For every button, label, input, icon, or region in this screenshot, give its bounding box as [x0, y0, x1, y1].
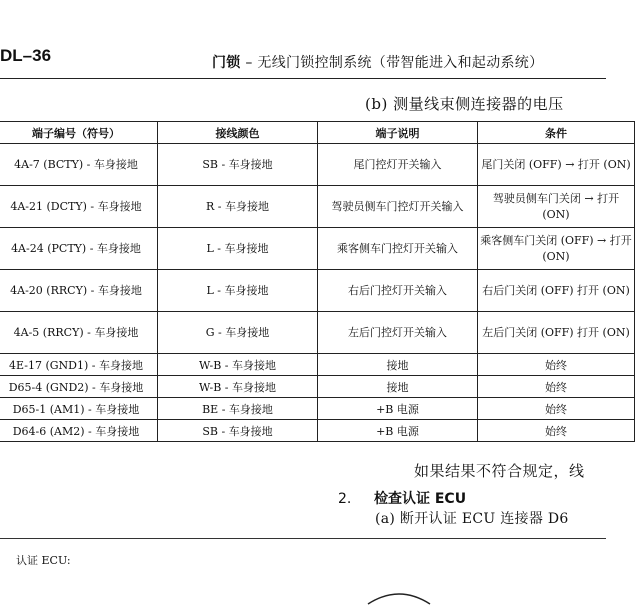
cell-wire-color: R - 车身接地: [158, 186, 318, 228]
page-header: [212, 52, 543, 72]
table-row: [0, 420, 635, 442]
step-number: 2.: [338, 491, 352, 507]
voltage-spec-table: [0, 121, 635, 442]
header-condition: 条件: [478, 122, 635, 144]
step-heading: [338, 488, 466, 508]
table-row: [0, 186, 635, 228]
header-rule: [0, 78, 606, 79]
cell-condition: 乘客侧车门关闭 (OFF) → 打开 (ON): [478, 228, 635, 270]
cell-description: 尾门控灯开关输入: [318, 144, 478, 186]
cell-description: +B 电源: [318, 420, 478, 442]
table-row: [0, 312, 635, 354]
cell-wire-color: SB - 车身接地: [158, 144, 318, 186]
cell-terminal: D65-1 (AM1) - 车身接地: [0, 398, 158, 420]
substep-instruction: (a) 断开认证 ECU 连接器 D6: [375, 511, 569, 527]
table-row: [0, 354, 635, 376]
table-row: [0, 270, 635, 312]
cell-condition: 始终: [478, 420, 635, 442]
cell-terminal: D64-6 (AM2) - 车身接地: [0, 420, 158, 442]
cell-description: 右后门控灯开关输入: [318, 270, 478, 312]
result-note: 如果结果不符合规定，线: [414, 462, 585, 480]
connector-outline-icon: [364, 590, 434, 610]
cell-description: +B 电源: [318, 398, 478, 420]
figure-label: 认证 ECU:: [16, 554, 71, 567]
cell-wire-color: SB - 车身接地: [158, 420, 318, 442]
cell-condition: 尾门关闭 (OFF) → 打开 (ON): [478, 144, 635, 186]
cell-condition: 始终: [478, 376, 635, 398]
page-code: DL–36: [0, 46, 52, 65]
cell-terminal: 4A-21 (DCTY) - 车身接地: [0, 186, 158, 228]
section-heading: (b) 测量线束侧连接器的电压: [365, 95, 564, 113]
cell-terminal: 4A-7 (BCTY) - 车身接地: [0, 144, 158, 186]
cell-condition: 右后门关闭 (OFF) 打开 (ON): [478, 270, 635, 312]
cell-condition: 驾驶员侧车门关闭 → 打开 (ON): [478, 186, 635, 228]
header-terminal: 端子编号（符号）: [0, 122, 158, 144]
header-wire-color: 接线颜色: [158, 122, 318, 144]
cell-description: 接地: [318, 376, 478, 398]
cell-condition: 左后门关闭 (OFF) 打开 (ON): [478, 312, 635, 354]
cell-description: 接地: [318, 354, 478, 376]
cell-terminal: 4A-5 (RRCY) - 车身接地: [0, 312, 158, 354]
cell-wire-color: W-B - 车身接地: [158, 376, 318, 398]
figure-divider: [0, 538, 606, 539]
cell-wire-color: W-B - 车身接地: [158, 354, 318, 376]
cell-terminal: 4A-20 (RRCY) - 车身接地: [0, 270, 158, 312]
table-row: [0, 398, 635, 420]
header-description: 端子说明: [318, 122, 478, 144]
section-title-bold: 门锁: [212, 55, 241, 71]
cell-description: 左后门控灯开关输入: [318, 312, 478, 354]
cell-description: 乘客侧车门控灯开关输入: [318, 228, 478, 270]
cell-wire-color: G - 车身接地: [158, 312, 318, 354]
table-row: [0, 376, 635, 398]
cell-wire-color: L - 车身接地: [158, 270, 318, 312]
cell-description: 驾驶员侧车门控灯开关输入: [318, 186, 478, 228]
cell-terminal: 4A-24 (PCTY) - 车身接地: [0, 228, 158, 270]
cell-wire-color: BE - 车身接地: [158, 398, 318, 420]
table-header-row: [0, 122, 635, 144]
cell-condition: 始终: [478, 354, 635, 376]
cell-condition: 始终: [478, 398, 635, 420]
cell-wire-color: L - 车身接地: [158, 228, 318, 270]
cell-terminal: 4E-17 (GND1) - 车身接地: [0, 354, 158, 376]
cell-terminal: D65-4 (GND2) - 车身接地: [0, 376, 158, 398]
step-title: 检查认证 ECU: [374, 491, 467, 507]
section-title: – 无线门锁控制系统（带智能进入和起动系统）: [240, 55, 544, 71]
table-row: [0, 228, 635, 270]
table-row: [0, 144, 635, 186]
